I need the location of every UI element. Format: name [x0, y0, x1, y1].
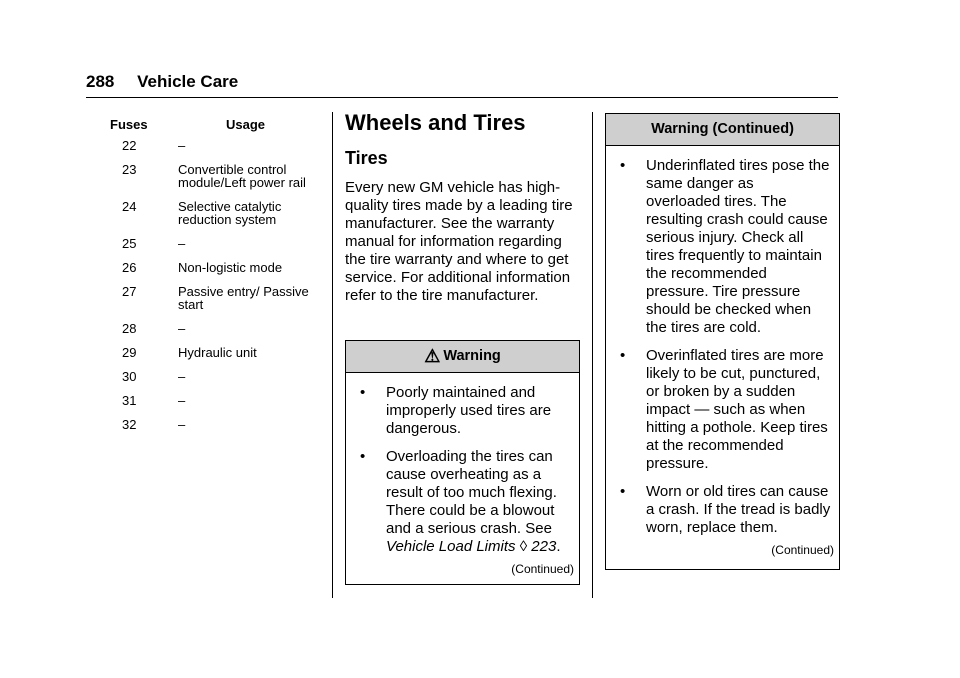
- table-row: [86, 370, 316, 383]
- fuse-usage: Selective catalytic reduction system: [178, 199, 282, 227]
- bullet: •: [620, 347, 626, 364]
- warning-continued-box: [605, 113, 840, 570]
- header-rule: [86, 97, 838, 98]
- list-item-end: .: [556, 538, 561, 555]
- fuse-number: 25: [122, 236, 137, 251]
- table-row: [86, 200, 316, 226]
- fuse-number: 22: [122, 138, 137, 153]
- warning-box: [345, 340, 580, 585]
- fuse-usage: –: [178, 369, 186, 384]
- intro-paragraph: Every new GM vehicle has high-quality tires made by a leading tire manufacturer. See the warranty manual for information regarding the tire warranty and where to get service. For additional information refer to the tire manufacturer.: [345, 179, 573, 304]
- list-item: [616, 157, 831, 337]
- fuse-table-body: [86, 139, 316, 431]
- fuse-number: 23: [122, 162, 137, 177]
- page-ref-icon: ◊: [519, 538, 528, 555]
- warning-continued-title: Warning (Continued): [606, 114, 839, 146]
- fuse-usage: –: [178, 236, 186, 251]
- list-item: [616, 347, 831, 473]
- page-number: 288: [86, 72, 115, 91]
- fuse-number: 32: [122, 417, 137, 432]
- column-divider-2: [592, 112, 593, 598]
- list-item-text: Poorly maintained and improperly used tires are dangerous.: [386, 384, 552, 437]
- table-row: [86, 261, 316, 274]
- vehicle-load-limits-link[interactable]: Vehicle Load Limits: [386, 538, 516, 555]
- usage-column-header: Usage: [226, 117, 266, 132]
- warning-title-text: Warning: [443, 348, 501, 364]
- fuse-number: 30: [122, 369, 137, 384]
- list-item: [356, 448, 571, 556]
- continued-label: (Continued): [511, 562, 574, 576]
- fuse-usage: Convertible control module/Left power rail: [178, 162, 306, 190]
- fuse-usage: Passive entry/ Passive start: [178, 284, 309, 312]
- section-title: Vehicle Care: [137, 72, 239, 91]
- fuse-number: 31: [122, 393, 137, 408]
- fuse-table: [86, 117, 316, 442]
- list-item-text: Underinflated tires pose the same danger as overloaded tires. The resulting crash could cause serious injury. Check all tires frequently to maintain the recommended pressure. Tire pressure should be checked when the tires are cold.: [646, 157, 830, 336]
- fuse-usage: –: [178, 417, 186, 432]
- bullet: •: [620, 157, 626, 174]
- list-item: [356, 384, 571, 438]
- fuse-table-header: [86, 117, 316, 139]
- warning-continued-list: [606, 146, 839, 537]
- table-row: [86, 139, 316, 152]
- warning-title: [346, 341, 579, 373]
- fuse-number: 27: [122, 284, 137, 299]
- bullet: •: [360, 384, 366, 401]
- column-divider-1: [332, 112, 333, 598]
- fuse-number: 28: [122, 321, 137, 336]
- fuse-usage: Hydraulic unit: [178, 345, 257, 360]
- table-row: [86, 322, 316, 335]
- page-header: [86, 72, 238, 92]
- section-heading: Wheels and Tires: [345, 110, 526, 135]
- fuse-number: 29: [122, 345, 137, 360]
- warning-list: [346, 373, 579, 556]
- fuse-usage: –: [178, 321, 186, 336]
- fuse-usage: –: [178, 138, 186, 153]
- continued-label: (Continued): [771, 543, 834, 557]
- table-row: [86, 163, 316, 189]
- table-row: [86, 346, 316, 359]
- table-row: [86, 394, 316, 407]
- fuse-usage: –: [178, 393, 186, 408]
- main-column: [345, 110, 579, 305]
- list-item: [616, 483, 831, 537]
- table-row: [86, 285, 316, 311]
- fuses-column-header: Fuses: [110, 117, 148, 132]
- list-item-text: Overinflated tires are more likely to be cut, punctured, or broken by a sudden impact — such as when hitting a pothole. Keep tires at the recommended pressure.: [646, 347, 828, 472]
- bullet: •: [620, 483, 626, 500]
- table-row: [86, 237, 316, 250]
- bullet: •: [360, 448, 366, 465]
- table-row: [86, 418, 316, 431]
- list-item-text: Overloading the tires can cause overheating as a result of too much flexing. There could be a blowout and a serious crash. See: [386, 448, 557, 537]
- warning-icon: ⚠: [424, 346, 441, 366]
- fuse-usage: Non-logistic mode: [178, 260, 283, 275]
- fuse-number: 24: [122, 199, 137, 214]
- page-ref-number[interactable]: 223: [531, 538, 557, 555]
- fuse-number: 26: [122, 260, 137, 275]
- subsection-heading: Tires: [345, 148, 388, 168]
- list-item-text: Worn or old tires can cause a crash. If the tread is badly worn, replace them.: [646, 483, 831, 536]
